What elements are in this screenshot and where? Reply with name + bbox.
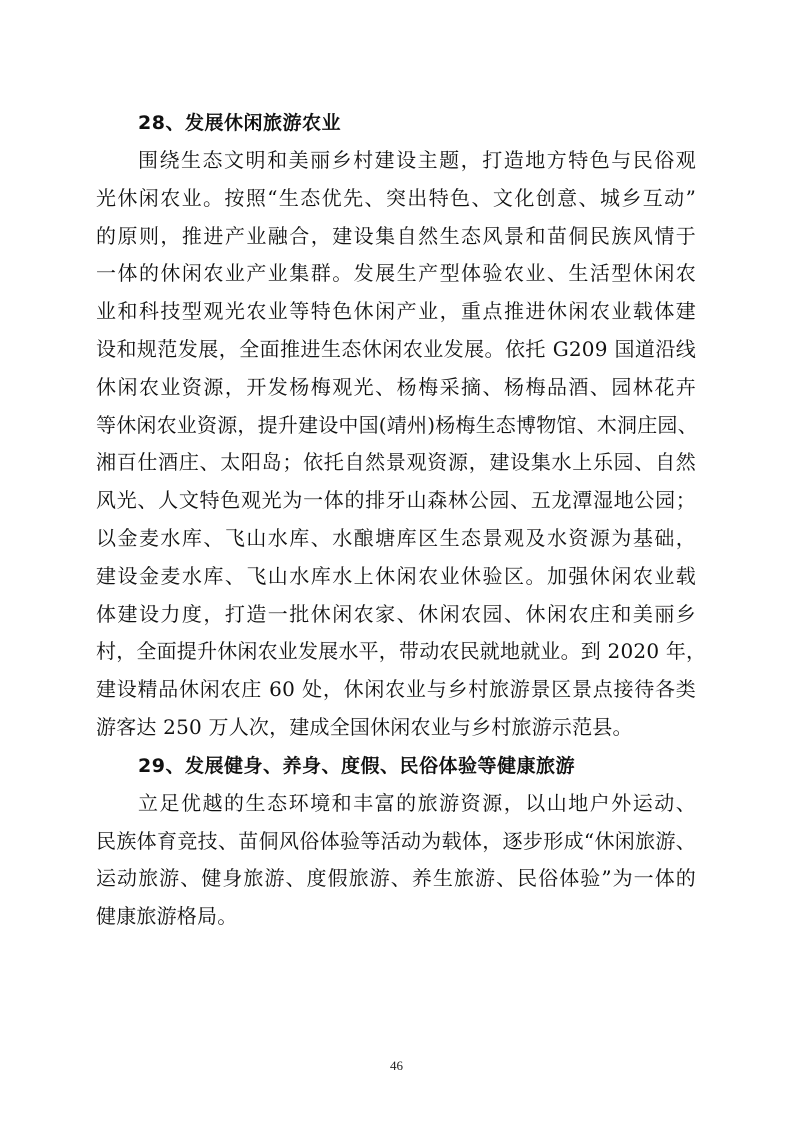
paragraph-line: 围绕生态文明和美丽乡村建设主题，打造地方特色与民俗观 [138, 148, 696, 172]
paragraph-line: 立足优越的生态环境和丰富的旅游资源，以山地户外运动、 [138, 790, 696, 815]
section-heading-28: 28、发展休闲旅游农业 [138, 112, 341, 134]
page-content [96, 104, 707, 936]
paragraph-line: 建设金麦水库、飞山水库水上休闲农业休验区。加强休闲农业载 [96, 563, 696, 588]
section-paragraph-28 [96, 142, 707, 747]
paragraph-line: 休闲农业资源，开发杨梅观光、杨梅采摘、杨梅品酒、园林花卉 [96, 374, 696, 399]
paragraph-line: 健康旅游格局。 [96, 904, 238, 929]
paragraph-line: 建设精品休闲农庄 60 处，休闲农业与乡村旅游景区景点接待各类 [96, 677, 696, 702]
paragraph-line: 的原则，推进产业融合，建设集自然生态风景和苗侗民族风情于 [96, 223, 696, 248]
paragraph-line: 民族体育竞技、苗侗风俗体验等活动为载体，逐步形成“休闲旅游、 [96, 828, 696, 853]
paragraph-line: 村，全面提升休闲农业发展水平，带动农民就地就业。到 2020 年， [96, 639, 707, 664]
paragraph-line: 业和科技型观光农业等特色休闲产业，重点推进休闲农业载体建 [96, 299, 696, 324]
paragraph-line: 风光、人文特色观光为一体的排牙山森林公园、五龙潭湿地公园； [96, 488, 696, 513]
paragraph-line: 运动旅游、健身旅游、度假旅游、养生旅游、民俗体验”为一体的 [96, 866, 696, 891]
page-number: 46 [390, 1058, 403, 1073]
paragraph-line: 一体的休闲农业产业集群。发展生产型体验农业、生活型休闲农 [96, 261, 696, 286]
paragraph-line: 湘百仕酒庄、太阳岛；依托自然景观资源，建设集水上乐园、自然 [96, 450, 696, 475]
paragraph-line: 游客达 250 万人次，建成全国休闲农业与乡村旅游示范县。 [96, 714, 633, 739]
section-heading-29: 29、发展健身、养身、度假、民俗体验等健康旅游 [138, 754, 575, 777]
section-paragraph-29 [96, 785, 696, 936]
paragraph-line: 光休闲农业。按照“生态优先、突出特色、文化创意、城乡互动” [96, 185, 696, 210]
paragraph-line: 设和规范发展，全面推进生态休闲农业发展。依托 G209 国道沿线 [96, 336, 696, 361]
paragraph-line: 以金麦水库、飞山水库、水酿塘库区生态景观及水资源为基础， [96, 525, 696, 550]
paragraph-line: 体建设力度，打造一批休闲农家、休闲农园、休闲农庄和美丽乡 [96, 601, 696, 626]
paragraph-line: 等休闲农业资源，提升建设中国(靖州)杨梅生态博物馆、木洞庄园、 [96, 412, 698, 437]
